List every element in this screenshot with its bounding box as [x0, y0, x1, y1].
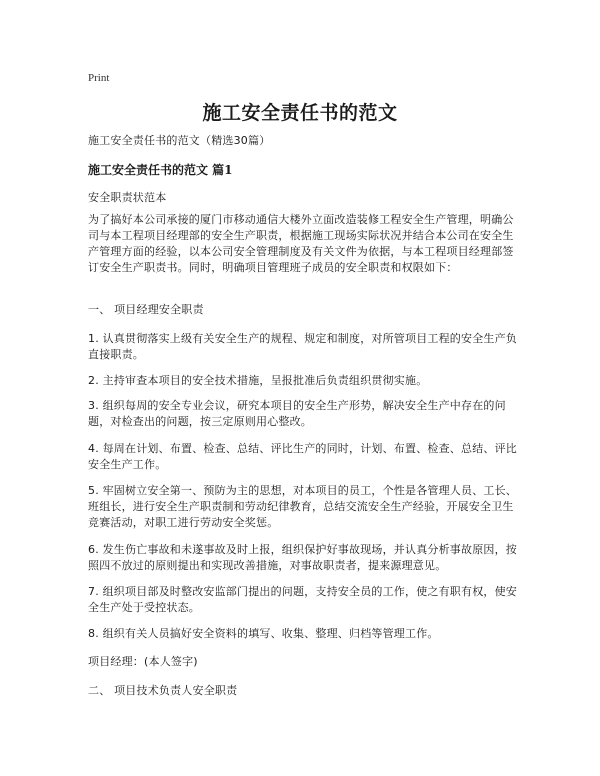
list-item: 8. 组织有关人员搞好安全资料的填写、收集、整理、归档等管理工作。	[88, 627, 439, 640]
intro-paragraph: 为了搞好本公司承接的厦门市移动通信大楼外立面改造装修工程安全生产管理，明确公司与本工程项目经理部的安全生产职责，根据施工现场实际状况并结合本公司在安全生产管理方面的经验，以本公司安全管理制度及有关文件为依据，与本工程项目经理部签订安全生产职责书。同时，明确项目管理班子成员的安全职责和权限如下：	[88, 213, 514, 274]
list-item: 3. 组织每周的安全专业会议，研究本项目的安全生产形势，解决安全生产中存在的问题，对检查出的问题，按三定原则用心整改。	[88, 399, 506, 428]
section-heading-tech: 二、 项目技术负责人安全职责	[88, 684, 238, 697]
list-item: 2. 主持审查本项目的安全技术措施，呈报批准后负责组织贯彻实施。	[88, 374, 428, 387]
document-title: 施工安全责任书的范文	[202, 102, 398, 124]
paragraph: 安全职责状范本	[88, 191, 167, 204]
list-item: 5. 牢固树立安全第一、预防为主的思想，对本项目的员工，个性是各管理人员、工长、班组长，进行安全生产职责制和劳动纪律教育，总结交流安全生产经验，开展安全卫生竞赛活动，对职工进行劳动安全奖惩。	[88, 484, 517, 529]
list-item: 1. 认真贯彻落实上级有关安全生产的规程、规定和制度，对所管项目工程的安全生产负直接职责。	[88, 332, 517, 361]
section-heading-manager: 一、 项目经理安全职责	[88, 303, 204, 316]
document-subtitle: 施工安全责任书的范文（精选30篇）	[88, 134, 271, 147]
list-item: 7. 组织项目部及时整改安监部门提出的问题，支持安全员的工作，使之有职有权，使安全生产处于受控状态。	[88, 585, 517, 614]
signature-line: 项目经理：(本人签字)	[88, 655, 198, 668]
list-item: 6. 发生伤亡事故和未遂事故及时上报，组织保护好事故现场，并认真分析事故原因，按照四不放过的原则提出和实现改善措施，对事故职责者，提来源理意见。	[88, 543, 517, 572]
list-item: 4. 每周在计划、布置、检查、总结、评比生产的同时，计划、布置、检查、总结、评比安全生产工作。	[88, 442, 517, 471]
section-title: 施工安全责任书的范文 篇1	[88, 163, 233, 177]
print-link[interactable]: Print	[88, 72, 110, 84]
